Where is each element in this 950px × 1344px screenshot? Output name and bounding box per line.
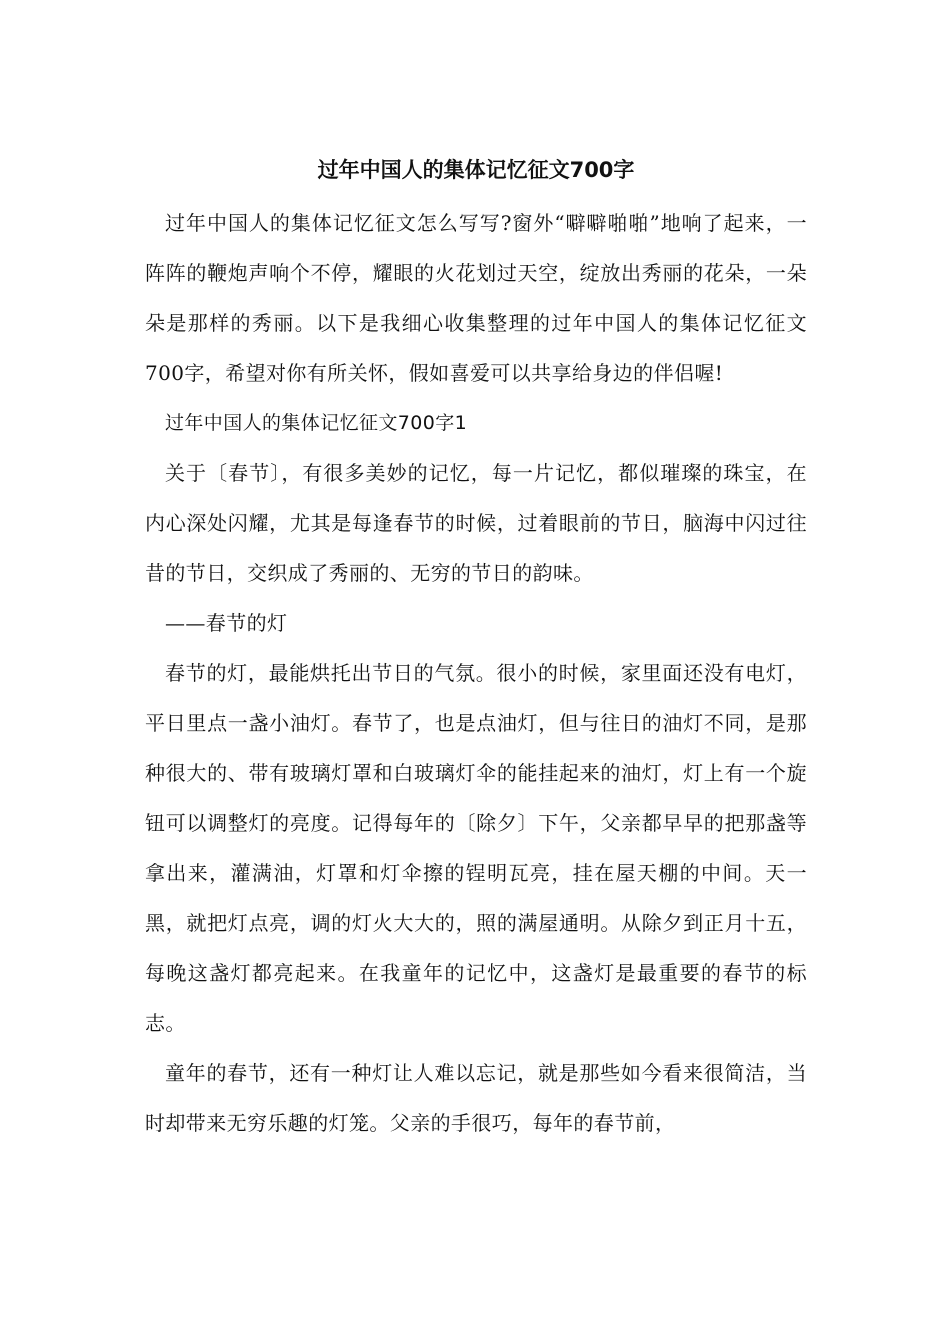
document-title: 过年中国人的集体记忆征文700字 bbox=[317, 158, 635, 182]
document-body bbox=[145, 150, 807, 1148]
intro-paragraph: 过年中国人的集体记忆征文怎么写写?窗外“噼噼啪啪”地响了起来，一阵阵的鞭炮声响个不停，耀眼的火花划过天空，绽放出秀丽的花朵，一朵朵是那样的秀丽。以下是我细心收集整理的过年中国人的集体记忆征文700字，希望对你有所关怀，假如喜爱可以共享给身边的伴侣喔! bbox=[145, 211, 807, 385]
subheading-spring-lamp: ——春节的灯 bbox=[165, 611, 288, 635]
body-paragraph: 关于〔春节〕，有很多美妙的记忆，每一片记忆，都似璀璨的珠宝，在内心深处闪耀，尤其是每逢春节的时候，过着眼前的节日，脑海中闪过往昔的节日，交织成了秀丽的、无穷的节日的韵味。 bbox=[145, 461, 807, 585]
body-paragraph: 春节的灯，最能烘托出节日的气氛。很小的时候，家里面还没有电灯，平日里点一盏小油灯。春节了，也是点油灯，但与往日的油灯不同，是那种很大的、带有玻璃灯罩和白玻璃灯伞的能挂起来的油灯，灯上有一个旋钮可以调整灯的亮度。记得每年的〔除夕〕下午，父亲都早早的把那盏等拿出来，灌满油，灯罩和灯伞擦的锃明瓦亮，挂在屋天棚的中间。天一黑，就把灯点亮，调的灯火大大的，照的满屋通明。从除夕到正月十五，每晚这盏灯都亮起来。在我童年的记忆中，这盏灯是最重要的春节的标志。 bbox=[145, 661, 807, 1035]
section-heading: 过年中国人的集体记忆征文700字1 bbox=[165, 412, 468, 434]
body-paragraph: 童年的春节，还有一种灯让人难以忘记，就是那些如今看来很简洁，当时却带来无穷乐趣的灯笼。父亲的手很巧，每年的春节前， bbox=[145, 1061, 807, 1135]
